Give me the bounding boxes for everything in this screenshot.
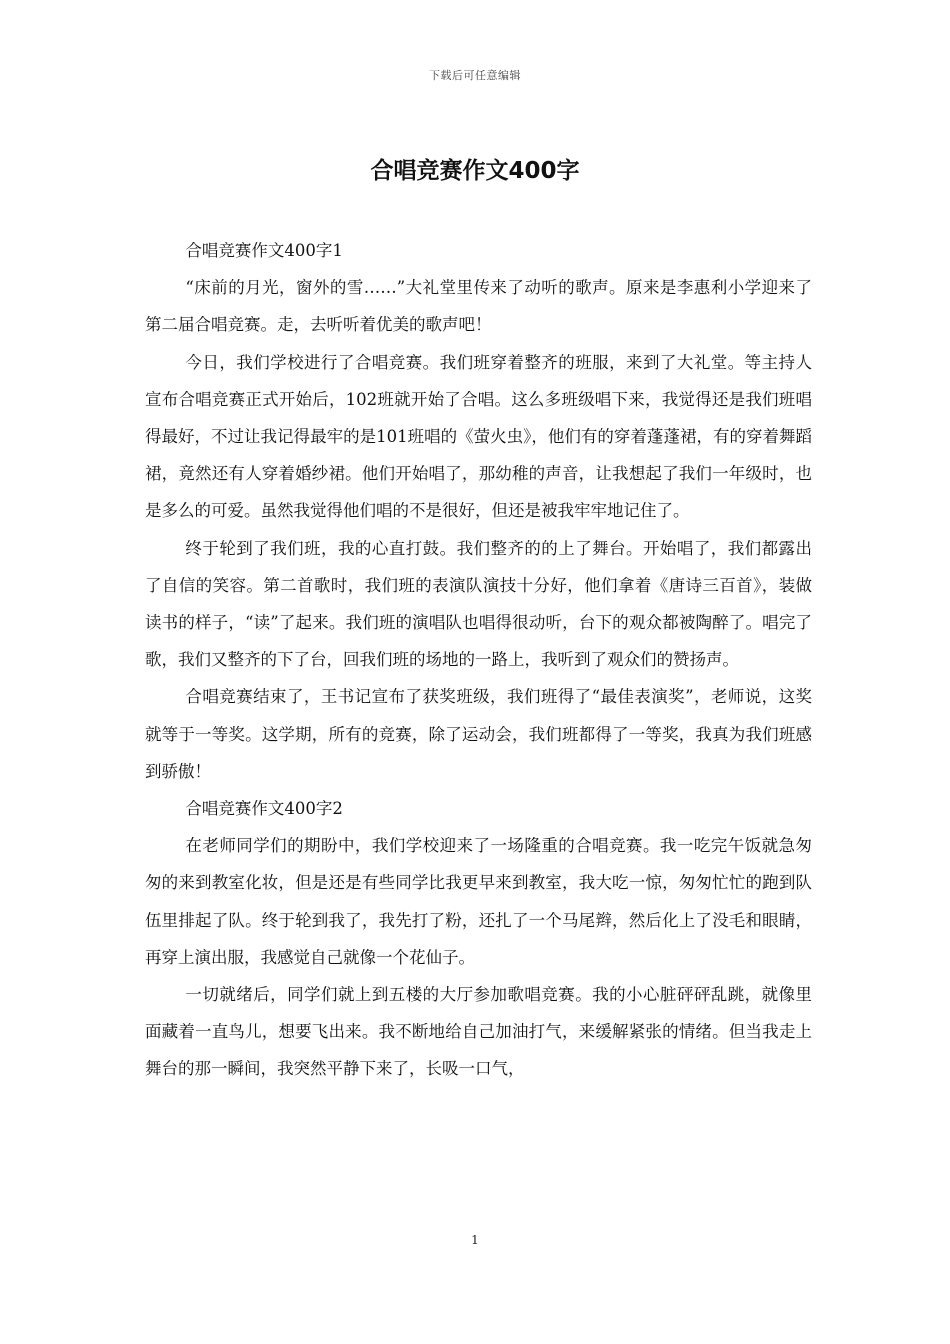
body-paragraph: 一切就绪后，同学们就上到五楼的大厅参加歌唱竞赛。我的小心脏砰砰乱跳，就像里面藏着一直鸟儿，想要飞出来。我不断地给自己加油打气，来缓解紧张的情绪。但当我走上舞台的那一瞬间，我突然平静下来了，长吸一口气， — [145, 985, 812, 1079]
document-title: 合唱竞赛作文400字 — [370, 158, 580, 184]
page-header-note: 下载后可任意编辑 — [429, 69, 521, 82]
body-paragraph: 在老师同学们的期盼中，我们学校迎来了一场隆重的合唱竞赛。我一吃完午饭就急匆匆的来到教室化妆，但是还是有些同学比我更早来到教室，我大吃一惊，匆匆忙忙的跑到队伍里排起了队。终于轮到我了，我先打了粉，还扎了一个马尾辫，然后化上了没毛和眼睛，再穿上演出服，我感觉自己就像一个花仙子。 — [145, 836, 812, 967]
document-body — [145, 232, 812, 1088]
page-number: 1 — [471, 1233, 479, 1247]
section-heading: 合唱竞赛作文400字1 — [185, 241, 343, 260]
body-paragraph: 今日，我们学校进行了合唱竞赛。我们班穿着整齐的班服，来到了大礼堂。等主持人宣布合唱竞赛正式开始后，102班就开始了合唱。这么多班级唱下来，我觉得还是我们班唱得最好，不过让我记得最牢的是101班唱的《萤火虫》，他们有的穿着蓬蓬裙，有的穿着舞蹈裙，竟然还有人穿着婚纱裙。他们开始唱了，那幼稚的声音，让我想起了我们一年级时，也是多么的可爱。虽然我觉得他们唱的不是很好，但还是被我牢牢地记住了。 — [145, 352, 812, 521]
body-paragraph: 合唱竞赛结束了，王书记宣布了获奖班级，我们班得了“最佳表演奖”，老师说，这奖就等于一等奖。这学期，所有的竞赛，除了运动会，我们班都得了一等奖，我真为我们班感到骄傲！ — [145, 687, 812, 781]
section-heading: 合唱竞赛作文400字2 — [185, 799, 343, 819]
body-paragraph: 终于轮到了我们班，我的心直打鼓。我们整齐的的上了舞台。开始唱了，我们都露出了自信的笑容。第二首歌时，我们班的表演队演技十分好，他们拿着《唐诗三百首》，装做读书的样子，“读”了起来。我们班的演唱队也唱得很动听，台下的观众都被陶醉了。唱完了歌，我们又整齐的下了台，回我们班的场地的一路上，我听到了观众们的赞扬声。 — [145, 538, 812, 670]
body-paragraph: “床前的月光，窗外的雪……”大礼堂里传来了动听的歌声。原来是李惠利小学迎来了第二届合唱竞赛。走，去听听着优美的歌声吧！ — [145, 278, 812, 335]
